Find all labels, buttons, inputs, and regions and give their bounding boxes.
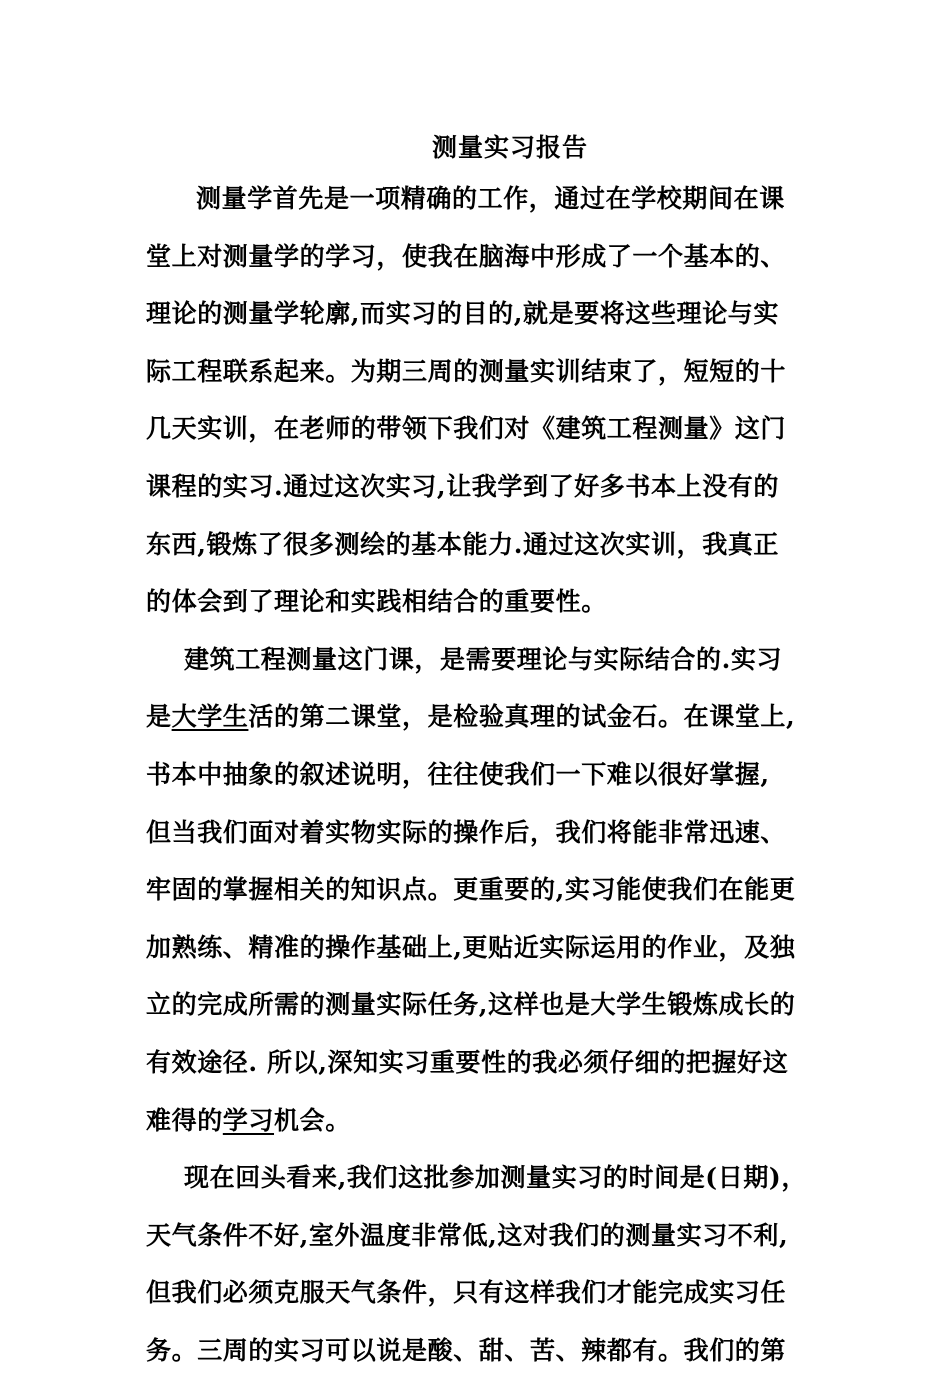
link-daxuesheng[interactable]: 大学生 — [171, 702, 249, 732]
text-line: 课程的实习.通过这次实习,让我学到了好多书本上没有的 — [146, 471, 780, 501]
text-line: 牢固的掌握相关的知识点。更重要的,实习能使我们在能更 — [146, 875, 796, 905]
text-line: 理论的测量学轮廓,而实习的目的,就是要将这些理论与实 — [146, 299, 780, 329]
text-line: 几天实训，在老师的带领下我们对《建筑工程测量》这门 — [146, 414, 787, 444]
text-line: 天气条件不好,室外温度非常低,这对我们的测量实习不利, — [146, 1220, 789, 1250]
text-line: 书本中抽象的叙述说明，往往使我们一下难以很好掌握, — [146, 759, 770, 789]
link-xuexi[interactable]: 学习 — [222, 1105, 275, 1135]
text-line: 但当我们面对着实物实际的操作后，我们将能非常迅速、 — [146, 817, 787, 847]
text-line: 有效途径. 所以,深知实习重要性的我必须仔细的把握好这 — [146, 1047, 789, 1077]
text-line: 东西,锻炼了很多测绘的基本能力.通过这次实训，我真正 — [146, 529, 780, 559]
text-segment: 机会。 — [274, 1105, 351, 1135]
text-line: 测量学首先是一项精确的工作，通过在学校期间在课 — [196, 184, 785, 213]
text-line: 加熟练、精准的操作基础上,更贴近实际运用的作业，及独 — [146, 932, 796, 962]
text-line: 堂上对测量学的学习，使我在脑海中形成了一个基本的、 — [146, 241, 787, 271]
text-line: 立的完成所需的测量实际任务,这样也是大学生锻炼成长的 — [146, 990, 796, 1020]
report-body — [146, 178, 826, 1387]
text-line: 际工程联系起来。为期三周的测量实训结束了，短短的十 — [146, 356, 787, 386]
text-line: 现在回头看来,我们这批参加测量实习的时间是(日期)， — [184, 1163, 807, 1193]
text-segment: 难得的 — [146, 1105, 223, 1135]
text-line: 建筑工程测量这门课，是需要理论与实际结合的.实习 — [184, 644, 783, 674]
text-line: 但我们必须克服天气条件，只有这样我们才能完成实习任 — [146, 1278, 787, 1308]
text-line — [146, 1100, 826, 1158]
page-title: 测量实习报告 — [431, 133, 588, 162]
text-segment: 是 — [146, 702, 172, 732]
text-segment: 活的第二课堂，是检验真理的试金石。在课堂上, — [248, 702, 796, 732]
text-line: 的体会到了理论和实践相结合的重要性。 — [146, 587, 607, 617]
text-line: 务。三周的实习可以说是酸、甜、苦、辣都有。我们的第 — [146, 1335, 787, 1365]
text-line — [146, 696, 826, 754]
